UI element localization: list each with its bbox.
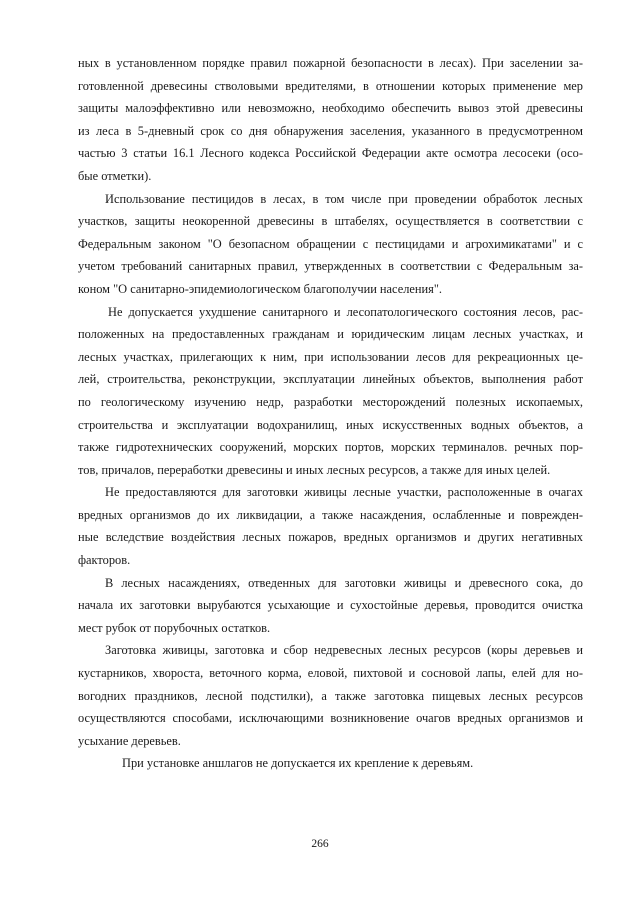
text-line: начала их заготовки вырубаются усыхающие и сухостойные деревья, проводится очистка — [78, 598, 583, 613]
text-line: готовленной древесины стволовыми вредителями, в отношении которых применение мер — [78, 78, 583, 93]
text-line: ные вследствие воздействия лесных пожаров, вредных организмов и других негативных — [78, 530, 583, 545]
text-line: вредных организмов до их ликвидации, а также насаждения, ослабленные и поврежден- — [78, 507, 583, 522]
text-line: вогодних праздников, лесной подстилки), а также заготовка пищевых лесных ресурсов — [78, 688, 583, 703]
text-line: Не допускается ухудшение санитарного и лесопатологического состояния лесов, рас- — [108, 304, 583, 319]
paragraph-2 — [78, 188, 583, 301]
text-line: В лесных насаждениях, отведенных для заготовки живицы и древесного сока, до — [105, 575, 583, 590]
paragraph-7 — [78, 752, 583, 775]
text-line: Заготовка живицы, заготовка и сбор недревесных лесных ресурсов (коры деревьев и — [105, 643, 583, 658]
text-line: лесных участках, прилегающих к ним, при использовании лесов для рекреационных це- — [78, 349, 583, 364]
text-line: ных в установленном порядке правил пожарной безопасности в лесах). При заселении за- — [78, 56, 583, 70]
text-line: участков, защиты неокоренной древесины в штабелях, осуществляется в соответствии с — [78, 214, 583, 229]
paragraph-4 — [78, 481, 583, 571]
text-line: по геологическому изучению недр, разработки месторождений полезных ископаемых, — [78, 394, 583, 409]
text-line: Использование пестицидов в лесах, в том числе при проведении обработок лесных — [105, 191, 583, 206]
text-line: факторов. — [78, 553, 131, 568]
text-line: Федеральным законом "О безопасном обращении с пестицидами и агрохимикатами" и с — [78, 236, 583, 251]
paragraph-3 — [78, 301, 583, 482]
text-line: мест рубок от порубочных остатков. — [78, 620, 271, 635]
text-line: бые отметки). — [78, 168, 152, 183]
text-line: строительства и эксплуатации водохранилищ, иных искусственных водных объектов, а — [78, 417, 583, 432]
text-line: лей, строительства, реконструкции, эксплуатации линейных объектов, выполнения работ — [78, 372, 583, 387]
paragraph-6 — [78, 639, 583, 752]
text-line: осуществляются способами, исключающими возникновение очагов вредных организмов и — [78, 711, 583, 726]
text-line: усыхание деревьев. — [78, 733, 181, 748]
text-line: защиты малоэффективно или невозможно, необходимо обеспечить вывоз этой древесины — [78, 101, 583, 116]
text-line: положенных на предоставленных гражданам и юридическим лицам лесных участках, и — [78, 327, 583, 342]
text-line: из леса в 5-дневный срок со дня обнаружения заселения, указанного в предусмотренном — [78, 123, 583, 138]
text-line: При установке аншлагов не допускается их крепление к деревьям. — [122, 756, 474, 771]
page-number: 266 — [311, 838, 329, 850]
text-line: тов, причалов, переработки древесины и иных лесных ресурсов, а также для иных целей. — [78, 462, 551, 477]
text-line: также гидротехнических сооружений, морских портов, морских терминалов. речных пор- — [78, 440, 583, 455]
text-line: кустарников, хвороста, веточного корма, еловой, пихтовой и сосновой лапы, елей для но- — [78, 666, 583, 681]
paragraph-1 — [78, 52, 583, 188]
text-line: коном "О санитарно-эпидемиологическом благополучии населения". — [78, 281, 443, 296]
text-line: учетом требований санитарных правил, утвержденных в соответствии с Федеральным за- — [78, 259, 583, 274]
text-line: частью 3 статьи 16.1 Лесного кодекса Российской Федерации акте осмотра лесосеки (осо- — [78, 146, 583, 161]
text-line: Не предоставляются для заготовки живицы лесные участки, расположенные в очагах — [105, 485, 583, 500]
paragraph-5 — [78, 572, 583, 640]
